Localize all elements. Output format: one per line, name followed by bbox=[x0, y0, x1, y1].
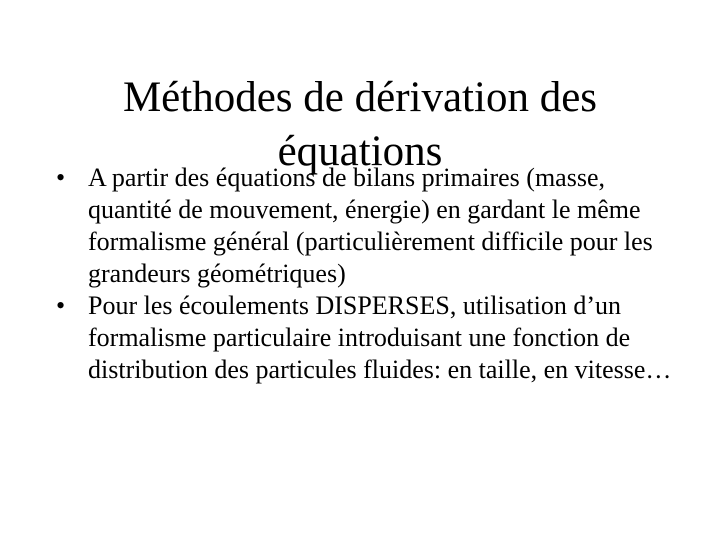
title-line-1: Méthodes de dérivation des bbox=[122, 73, 598, 121]
bullet-item-disperses bbox=[56, 290, 676, 386]
bullet-text: Pour les écoulements DISPERSES, utilisation d’un formalisme particulaire introduisant une fonction de distribution des particules fluides: en taille, en vitesse… bbox=[88, 291, 672, 384]
title-line-2: équations bbox=[277, 127, 443, 175]
bullet-marker: • bbox=[56, 291, 66, 320]
bullet-list bbox=[56, 162, 676, 386]
bullet-text: A partir des équations de bilans primaires (masse, quantité de mouvement, énergie) en gardant le même formalisme général (particulièrement difficile pour les grandeurs géométriques) bbox=[88, 163, 653, 288]
bullet-marker: • bbox=[56, 163, 66, 192]
bullet-item-derivation bbox=[56, 162, 676, 290]
